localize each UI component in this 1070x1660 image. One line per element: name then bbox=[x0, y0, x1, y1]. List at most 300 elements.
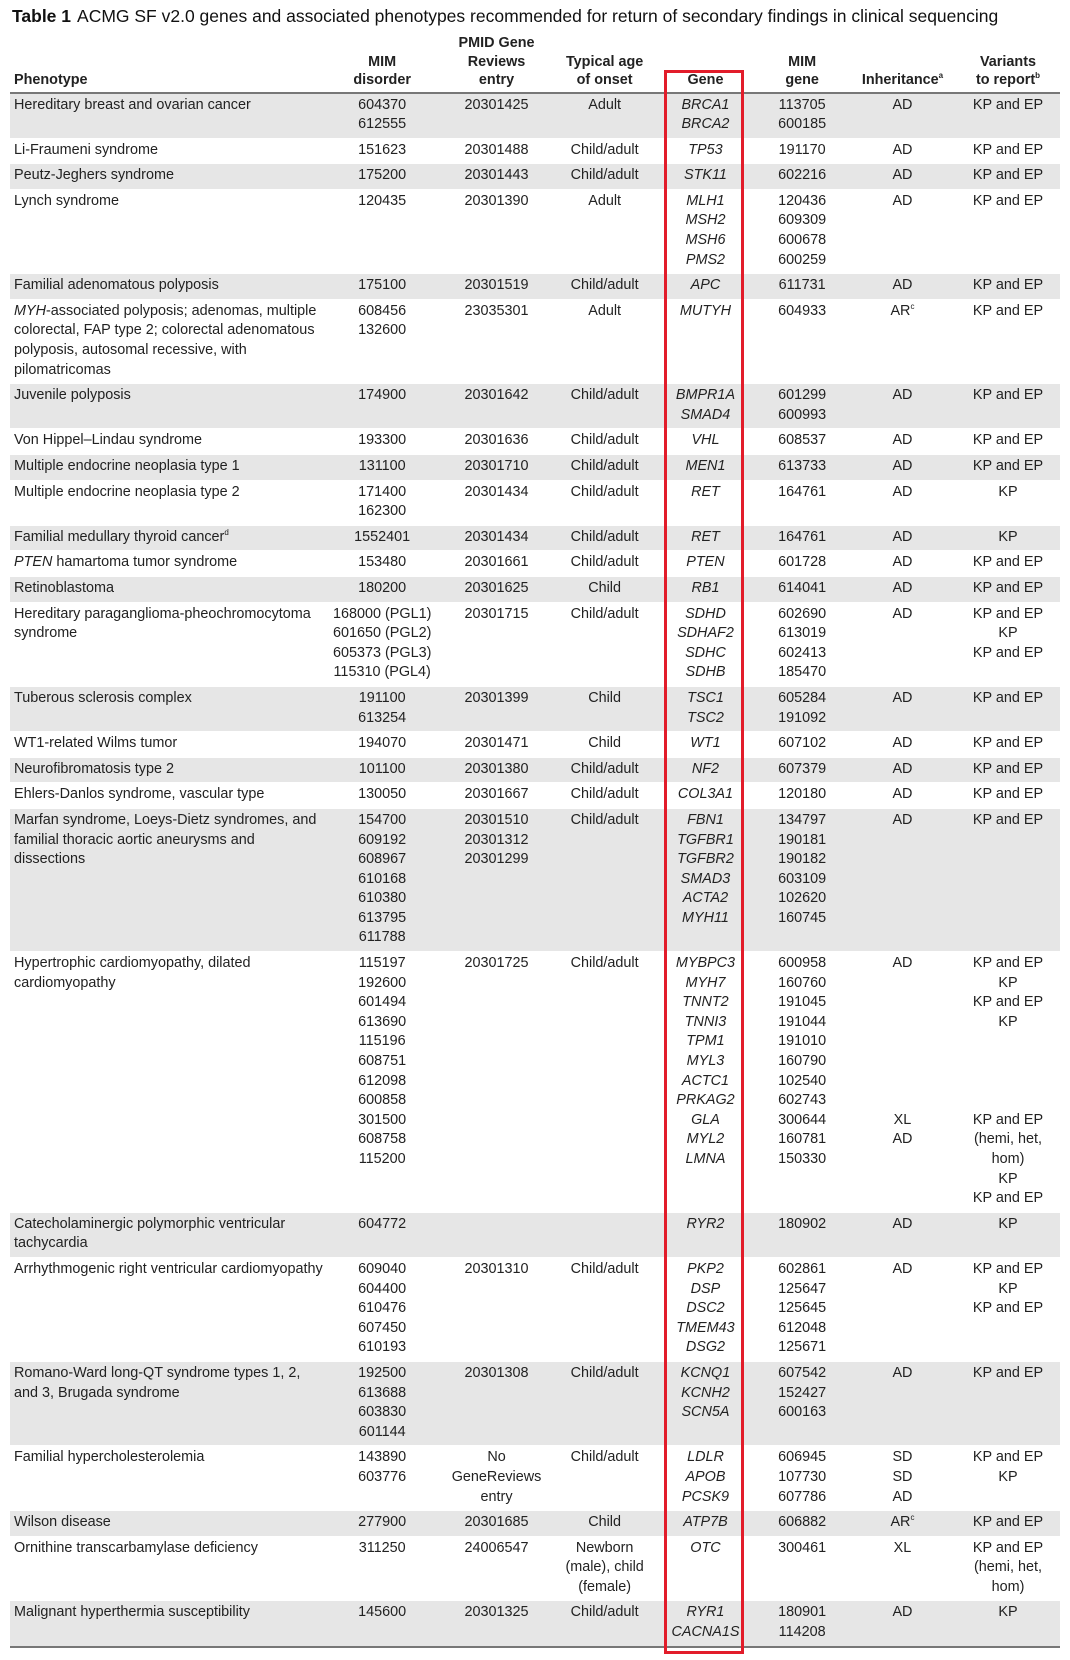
cell-mim-disorder bbox=[325, 1257, 439, 1361]
onset-text: Child/adult bbox=[570, 1260, 639, 1277]
cell-variants bbox=[956, 1212, 1060, 1257]
inheritance-text: AD bbox=[892, 1215, 913, 1232]
cell-mim-gene bbox=[755, 384, 849, 429]
gene-text: RYR1 CACNA1S bbox=[671, 1604, 740, 1641]
cell-onset bbox=[554, 189, 656, 273]
cell-onset bbox=[554, 576, 656, 602]
cell-gene bbox=[656, 525, 756, 551]
mim-gene-text: 611731 bbox=[778, 277, 826, 294]
phenotype-text: Familial adenomatous polyposis bbox=[14, 277, 219, 294]
variants-text: KP and EP bbox=[972, 192, 1044, 209]
header-variants-label: Variants to report bbox=[975, 53, 1036, 88]
cell-phenotype bbox=[10, 551, 325, 577]
mim-gene-text: 606945 107730 607786 bbox=[778, 1449, 827, 1505]
cell-phenotype bbox=[10, 1536, 325, 1601]
cell-variants bbox=[956, 1446, 1060, 1511]
pmid-text: 20301488 bbox=[464, 141, 529, 158]
pmid-text: 20301710 bbox=[464, 458, 529, 474]
header-gene: Gene bbox=[656, 32, 756, 93]
cell-pmid bbox=[439, 1257, 553, 1361]
cell-mim-disorder bbox=[325, 525, 439, 551]
mim-disorder-text: 1552401 bbox=[354, 528, 411, 545]
table-row bbox=[10, 384, 1060, 429]
pmid-text: 20301308 bbox=[464, 1364, 529, 1381]
mim-disorder-text: 130050 bbox=[358, 786, 407, 803]
table-row bbox=[10, 1446, 1060, 1511]
phenotype-text: Von Hippel–Lindau syndrome bbox=[14, 432, 203, 449]
phenotype-text: PTEN hamartoma tumor syndrome bbox=[14, 554, 238, 571]
gene-text: MEN1 bbox=[685, 458, 726, 474]
cell-inheritance bbox=[849, 1511, 956, 1537]
pmid-text: 20301399 bbox=[464, 689, 529, 706]
table-caption: ACMG SF v2.0 genes and associated phenotypes recommended for return of secondary findings in clinical sequencing bbox=[77, 6, 999, 26]
cell-phenotype bbox=[10, 1361, 325, 1445]
table-row bbox=[10, 757, 1060, 783]
cell-variants bbox=[956, 384, 1060, 429]
gene-text: MLH1 MSH2 MSH6 PMS2 bbox=[685, 192, 726, 268]
header-mim-gene: MIM gene bbox=[755, 32, 849, 93]
cell-phenotype bbox=[10, 757, 325, 783]
mim-disorder-text: 175100 bbox=[358, 277, 407, 294]
variants-text: KP bbox=[998, 483, 1018, 500]
gene-text: RET bbox=[691, 483, 720, 500]
cell-onset bbox=[554, 1257, 656, 1361]
cell-pmid bbox=[439, 732, 553, 758]
onset-text: Child bbox=[588, 579, 622, 596]
onset-text: Child/adult bbox=[570, 483, 639, 500]
mim-gene-text: 606882 bbox=[778, 1514, 827, 1531]
cell-inheritance bbox=[849, 808, 956, 951]
cell-phenotype bbox=[10, 602, 325, 686]
cell-phenotype bbox=[10, 455, 325, 481]
variants-text: KP and EP bbox=[972, 1364, 1044, 1381]
mim-gene-text: 191170 bbox=[778, 141, 826, 158]
phenotype-text: Wilson disease bbox=[14, 1514, 111, 1531]
cell-phenotype bbox=[10, 952, 325, 1213]
cell-mim-disorder bbox=[325, 576, 439, 602]
cell-phenotype bbox=[10, 480, 325, 525]
inheritance-text: AR bbox=[890, 1514, 911, 1531]
phenotype-text: Familial medullary thyroid cancer bbox=[14, 528, 225, 545]
variants-text: KP and EP bbox=[972, 689, 1044, 706]
cell-gene bbox=[656, 732, 756, 758]
cell-variants bbox=[956, 274, 1060, 300]
cell-gene bbox=[656, 299, 756, 383]
mim-disorder-text: 191100 613254 bbox=[358, 689, 407, 726]
variants-text: KP and EP KP KP and EP KP KP and EP (hemi, het, hom) KP KP and EP bbox=[972, 955, 1044, 1207]
inheritance-text: AD bbox=[892, 483, 913, 500]
onset-text: Child/adult bbox=[570, 760, 639, 777]
table-row bbox=[10, 1511, 1060, 1537]
phenotype-text: Marfan syndrome, Loeys-Dietz syndromes, and familial thoracic aortic aneurysms and dissections bbox=[14, 811, 317, 868]
variants-text: KP and EP bbox=[972, 554, 1044, 571]
mim-gene-text: 164761 bbox=[778, 528, 827, 545]
phenotype-text: Hereditary paraganglioma-pheochromocytoma syndrome bbox=[14, 605, 311, 642]
cell-mim-gene bbox=[755, 757, 849, 783]
cell-inheritance bbox=[849, 525, 956, 551]
mim-disorder-text: 154700 609192 608967 610168 610380 613795 611788 bbox=[358, 811, 407, 946]
onset-text: Adult bbox=[588, 302, 622, 319]
table-row bbox=[10, 783, 1060, 809]
cell-mim-gene bbox=[755, 1536, 849, 1601]
cell-gene bbox=[656, 1446, 756, 1511]
phenotype-text: Tuberous sclerosis complex bbox=[14, 689, 192, 706]
cell-pmid bbox=[439, 576, 553, 602]
cell-gene bbox=[656, 808, 756, 951]
inheritance-text: SD SD AD bbox=[892, 1449, 913, 1505]
table-row bbox=[10, 93, 1060, 139]
cell-onset bbox=[554, 783, 656, 809]
mim-disorder-text: 168000 (PGL1) 601650 (PGL2) 605373 (PGL3) 115310 (PGL4) bbox=[332, 605, 432, 681]
cell-mim-disorder bbox=[325, 138, 439, 164]
cell-inheritance bbox=[849, 576, 956, 602]
cell-inheritance bbox=[849, 189, 956, 273]
mim-disorder-text: 171400 162300 bbox=[358, 483, 407, 520]
table-row bbox=[10, 602, 1060, 686]
table-row bbox=[10, 732, 1060, 758]
table-row bbox=[10, 551, 1060, 577]
mim-gene-text: 600958 160760 191045 191044 191010 160790 102540 602743 300644 160781 150330 bbox=[778, 955, 827, 1167]
mim-gene-text: 120180 bbox=[778, 786, 827, 803]
header-variants bbox=[956, 32, 1060, 93]
variants-text: KP and EP KP bbox=[972, 1449, 1044, 1485]
cell-gene bbox=[656, 1212, 756, 1257]
variants-text: KP and EP bbox=[972, 277, 1044, 294]
cell-pmid bbox=[439, 525, 553, 551]
cell-phenotype bbox=[10, 384, 325, 429]
inheritance-text: AD bbox=[892, 689, 913, 706]
gene-text: MYBPC3 MYH7 TNNT2 TNNI3 TPM1 MYL3 ACTC1 PRKAG2 GLA MYL2 LMNA bbox=[675, 955, 736, 1167]
cell-gene bbox=[656, 551, 756, 577]
variants-text: KP and EP bbox=[972, 579, 1044, 596]
cell-onset bbox=[554, 384, 656, 429]
cell-pmid bbox=[439, 138, 553, 164]
mim-gene-text: 607102 bbox=[778, 735, 827, 752]
cell-pmid bbox=[439, 1536, 553, 1601]
onset-text: Child/adult bbox=[570, 432, 639, 449]
cell-inheritance bbox=[849, 783, 956, 809]
mim-disorder-text: 153480 bbox=[358, 554, 407, 571]
cell-mim-disorder bbox=[325, 952, 439, 1213]
header-inheritance-label: Inheritance bbox=[861, 72, 939, 88]
variants-text: KP and EP bbox=[972, 167, 1044, 184]
inheritance-text: AD bbox=[892, 735, 913, 752]
gene-text: STK11 bbox=[683, 167, 727, 184]
mim-disorder-text: 180200 bbox=[358, 579, 407, 596]
cell-variants bbox=[956, 602, 1060, 686]
pmid-text: 20301667 bbox=[464, 786, 529, 803]
cell-gene bbox=[656, 602, 756, 686]
cell-pmid bbox=[439, 274, 553, 300]
variants-text: KP and EP bbox=[972, 302, 1044, 319]
phenotype-text: Peutz-Jeghers syndrome bbox=[14, 167, 174, 184]
inheritance-text: AD bbox=[892, 387, 913, 404]
header-pmid: PMID Gene Reviews entry bbox=[439, 32, 553, 93]
gene-text: MUTYH bbox=[679, 302, 732, 319]
cell-onset bbox=[554, 551, 656, 577]
cell-mim-gene bbox=[755, 551, 849, 577]
onset-text: Child bbox=[588, 689, 622, 706]
onset-text: Child/adult bbox=[570, 811, 639, 828]
variants-text: KP and EP bbox=[972, 735, 1044, 752]
gene-text: LDLR APOB PCSK9 bbox=[681, 1449, 730, 1505]
cell-phenotype bbox=[10, 93, 325, 139]
mim-disorder-text: 311250 bbox=[358, 1539, 406, 1556]
cell-mim-disorder bbox=[325, 1601, 439, 1647]
cell-variants bbox=[956, 551, 1060, 577]
mim-gene-text: 614041 bbox=[778, 579, 827, 596]
cell-inheritance bbox=[849, 1257, 956, 1361]
cell-onset bbox=[554, 1212, 656, 1257]
cell-pmid bbox=[439, 783, 553, 809]
mim-gene-text: 602690 613019 602413 185470 bbox=[778, 605, 827, 681]
onset-text: Child/adult bbox=[570, 277, 639, 294]
cell-phenotype bbox=[10, 1446, 325, 1511]
cell-inheritance bbox=[849, 551, 956, 577]
onset-text: Child/adult bbox=[570, 605, 639, 622]
cell-mim-disorder bbox=[325, 783, 439, 809]
table-row bbox=[10, 1257, 1060, 1361]
variants-text: KP and EP bbox=[972, 760, 1044, 777]
phenotype-text: Retinoblastoma bbox=[14, 579, 114, 596]
cell-inheritance bbox=[849, 455, 956, 481]
cell-inheritance bbox=[849, 480, 956, 525]
phenotype-text: Lynch syndrome bbox=[14, 192, 120, 209]
genes-table bbox=[10, 32, 1060, 1648]
pmid-text: 24006547 bbox=[464, 1539, 529, 1556]
inheritance-text: AD bbox=[892, 1260, 913, 1277]
phenotype-text: MYH-associated polyposis; adenomas, multiple colorectal, FAP type 2; colorectal adenomatous polyposis, autosomal recessive, with pilomatricomas bbox=[14, 302, 317, 378]
gene-text: OTC bbox=[690, 1539, 721, 1556]
table-row bbox=[10, 1536, 1060, 1601]
cell-mim-disorder bbox=[325, 384, 439, 429]
onset-text: Child/adult bbox=[570, 955, 639, 972]
pmid-text: 20301510 20301312 20301299 bbox=[464, 811, 529, 868]
onset-text: Adult bbox=[588, 192, 622, 209]
cell-pmid bbox=[439, 429, 553, 455]
cell-phenotype bbox=[10, 1257, 325, 1361]
onset-text: Child/adult bbox=[570, 141, 639, 158]
cell-inheritance bbox=[849, 1601, 956, 1647]
cell-mim-gene bbox=[755, 455, 849, 481]
gene-text: TSC1 TSC2 bbox=[687, 689, 724, 726]
cell-variants bbox=[956, 299, 1060, 383]
cell-variants bbox=[956, 480, 1060, 525]
phenotype-text: Neurofibromatosis type 2 bbox=[14, 760, 174, 777]
pmid-text: 20301443 bbox=[464, 167, 529, 184]
header-row bbox=[10, 32, 1060, 93]
cell-onset bbox=[554, 686, 656, 731]
variants-text: KP bbox=[998, 528, 1018, 545]
mim-gene-text: 602216 bbox=[778, 167, 827, 184]
cell-pmid bbox=[439, 189, 553, 273]
cell-mim-disorder bbox=[325, 455, 439, 481]
mim-gene-text: 613733 bbox=[778, 458, 827, 474]
phenotype-text: Ornithine transcarbamylase deficiency bbox=[14, 1539, 258, 1556]
header-onset: Typical age of onset bbox=[554, 32, 656, 93]
pmid-text: 20301310 bbox=[464, 1260, 529, 1277]
cell-mim-gene bbox=[755, 732, 849, 758]
header-phenotype: Phenotype bbox=[10, 32, 325, 93]
variants-text: KP and EP bbox=[972, 458, 1044, 474]
cell-variants bbox=[956, 686, 1060, 731]
table-row bbox=[10, 299, 1060, 383]
table-row bbox=[10, 525, 1060, 551]
inheritance-text: AD bbox=[892, 786, 913, 803]
gene-text: RB1 bbox=[691, 579, 720, 596]
cell-gene bbox=[656, 1536, 756, 1601]
inheritance-text: AD bbox=[892, 167, 913, 184]
onset-text: Child/adult bbox=[570, 458, 639, 474]
cell-phenotype bbox=[10, 686, 325, 731]
cell-variants bbox=[956, 757, 1060, 783]
pmid-text: 20301642 bbox=[464, 387, 529, 404]
table-row bbox=[10, 952, 1060, 1213]
table-row bbox=[10, 138, 1060, 164]
variants-text: KP and EP bbox=[972, 96, 1044, 113]
cell-onset bbox=[554, 138, 656, 164]
mim-gene-text: 180902 bbox=[778, 1215, 827, 1232]
table-row bbox=[10, 1601, 1060, 1647]
gene-text: BMPR1A SMAD4 bbox=[675, 387, 736, 423]
table-body bbox=[10, 93, 1060, 1647]
cell-inheritance bbox=[849, 164, 956, 190]
variants-text: KP and EP bbox=[972, 141, 1044, 158]
cell-phenotype bbox=[10, 299, 325, 383]
cell-gene bbox=[656, 686, 756, 731]
footnote-marker: c bbox=[910, 302, 915, 312]
cell-onset bbox=[554, 299, 656, 383]
table-number: Table 1 bbox=[12, 6, 72, 26]
cell-onset bbox=[554, 274, 656, 300]
onset-text: Child/adult bbox=[570, 554, 639, 571]
pmid-text: 20301661 bbox=[464, 554, 529, 571]
phenotype-text: Malignant hyperthermia susceptibility bbox=[14, 1604, 250, 1621]
cell-onset bbox=[554, 164, 656, 190]
gene-text: ATP7B bbox=[683, 1514, 728, 1531]
onset-text: Child/adult bbox=[570, 786, 639, 803]
cell-mim-disorder bbox=[325, 480, 439, 525]
cell-onset bbox=[554, 93, 656, 139]
variants-text: KP and EP KP KP and EP bbox=[972, 605, 1044, 661]
pmid-text: 20301725 bbox=[464, 955, 529, 972]
cell-onset bbox=[554, 1511, 656, 1537]
cell-onset bbox=[554, 757, 656, 783]
cell-inheritance bbox=[849, 1212, 956, 1257]
table-row bbox=[10, 686, 1060, 731]
cell-mim-gene bbox=[755, 952, 849, 1213]
cell-onset bbox=[554, 480, 656, 525]
cell-gene bbox=[656, 429, 756, 455]
table-row bbox=[10, 189, 1060, 273]
pmid-text: 20301434 bbox=[464, 528, 529, 545]
mim-disorder-text: 609040 604400 610476 607450 610193 bbox=[358, 1260, 407, 1356]
cell-inheritance bbox=[849, 1446, 956, 1511]
cell-mim-gene bbox=[755, 274, 849, 300]
table-row bbox=[10, 429, 1060, 455]
inheritance-text: AD bbox=[892, 432, 913, 449]
cell-mim-gene bbox=[755, 525, 849, 551]
cell-pmid bbox=[439, 164, 553, 190]
variants-text: KP and EP KP KP and EP bbox=[972, 1260, 1044, 1317]
cell-phenotype bbox=[10, 164, 325, 190]
cell-mim-disorder bbox=[325, 1536, 439, 1601]
cell-gene bbox=[656, 757, 756, 783]
table-row bbox=[10, 576, 1060, 602]
phenotype-text: Familial hypercholesterolemia bbox=[14, 1449, 205, 1466]
inheritance-text: AD bbox=[892, 760, 913, 777]
cell-variants bbox=[956, 576, 1060, 602]
cell-phenotype bbox=[10, 1511, 325, 1537]
cell-gene bbox=[656, 952, 756, 1213]
onset-text: Child/adult bbox=[570, 1449, 639, 1466]
mim-gene-text: 164761 bbox=[778, 483, 827, 500]
phenotype-text: Li-Fraumeni syndrome bbox=[14, 141, 158, 158]
pmid-text: 20301685 bbox=[464, 1514, 529, 1531]
cell-phenotype bbox=[10, 732, 325, 758]
inheritance-text: AD bbox=[892, 141, 913, 158]
cell-variants bbox=[956, 429, 1060, 455]
mim-gene-text: 180901 114208 bbox=[778, 1604, 827, 1641]
pmid-text: 20301380 bbox=[464, 760, 529, 777]
cell-gene bbox=[656, 455, 756, 481]
inheritance-text: AD bbox=[892, 1364, 913, 1381]
variants-text: KP bbox=[998, 1604, 1018, 1621]
mim-disorder-text: 174900 bbox=[358, 387, 407, 404]
cell-pmid bbox=[439, 551, 553, 577]
onset-text: Child bbox=[588, 735, 622, 752]
mim-gene-text: 120436 609309 600678 600259 bbox=[778, 192, 827, 268]
onset-text: Child/adult bbox=[570, 528, 639, 545]
onset-text: Child/adult bbox=[570, 1604, 639, 1621]
gene-text: BRCA1 BRCA2 bbox=[681, 96, 730, 133]
cell-gene bbox=[656, 1511, 756, 1537]
cell-mim-gene bbox=[755, 164, 849, 190]
cell-gene bbox=[656, 1257, 756, 1361]
cell-mim-gene bbox=[755, 138, 849, 164]
table-row bbox=[10, 455, 1060, 481]
mim-gene-text: 608537 bbox=[778, 432, 827, 449]
gene-text: WT1 bbox=[690, 735, 721, 752]
cell-mim-disorder bbox=[325, 602, 439, 686]
cell-gene bbox=[656, 576, 756, 602]
table-row bbox=[10, 480, 1060, 525]
inheritance-text: XL bbox=[893, 1539, 912, 1556]
mim-disorder-text: 194070 bbox=[358, 735, 407, 752]
cell-mim-disorder bbox=[325, 686, 439, 731]
cell-variants bbox=[956, 783, 1060, 809]
cell-phenotype bbox=[10, 274, 325, 300]
inheritance-text: AD XL AD bbox=[892, 955, 913, 1148]
pmid-text: 20301519 bbox=[464, 277, 529, 294]
footnote-marker: d bbox=[224, 527, 229, 537]
cell-phenotype bbox=[10, 525, 325, 551]
cell-mim-disorder bbox=[325, 1361, 439, 1445]
phenotype-text: Hereditary breast and ovarian cancer bbox=[14, 96, 251, 113]
onset-text: Adult bbox=[588, 96, 622, 113]
cell-mim-gene bbox=[755, 429, 849, 455]
onset-text: Child/adult bbox=[570, 1364, 639, 1381]
cell-gene bbox=[656, 1601, 756, 1647]
cell-gene bbox=[656, 384, 756, 429]
inheritance-text: AD bbox=[892, 811, 913, 828]
variants-text: KP and EP bbox=[972, 1514, 1044, 1531]
mim-gene-text: 605284 191092 bbox=[778, 689, 827, 726]
footnote-marker: c bbox=[910, 1513, 915, 1523]
cell-onset bbox=[554, 1601, 656, 1647]
mim-disorder-text: 120435 bbox=[358, 192, 407, 209]
gene-text: PTEN bbox=[686, 554, 725, 571]
